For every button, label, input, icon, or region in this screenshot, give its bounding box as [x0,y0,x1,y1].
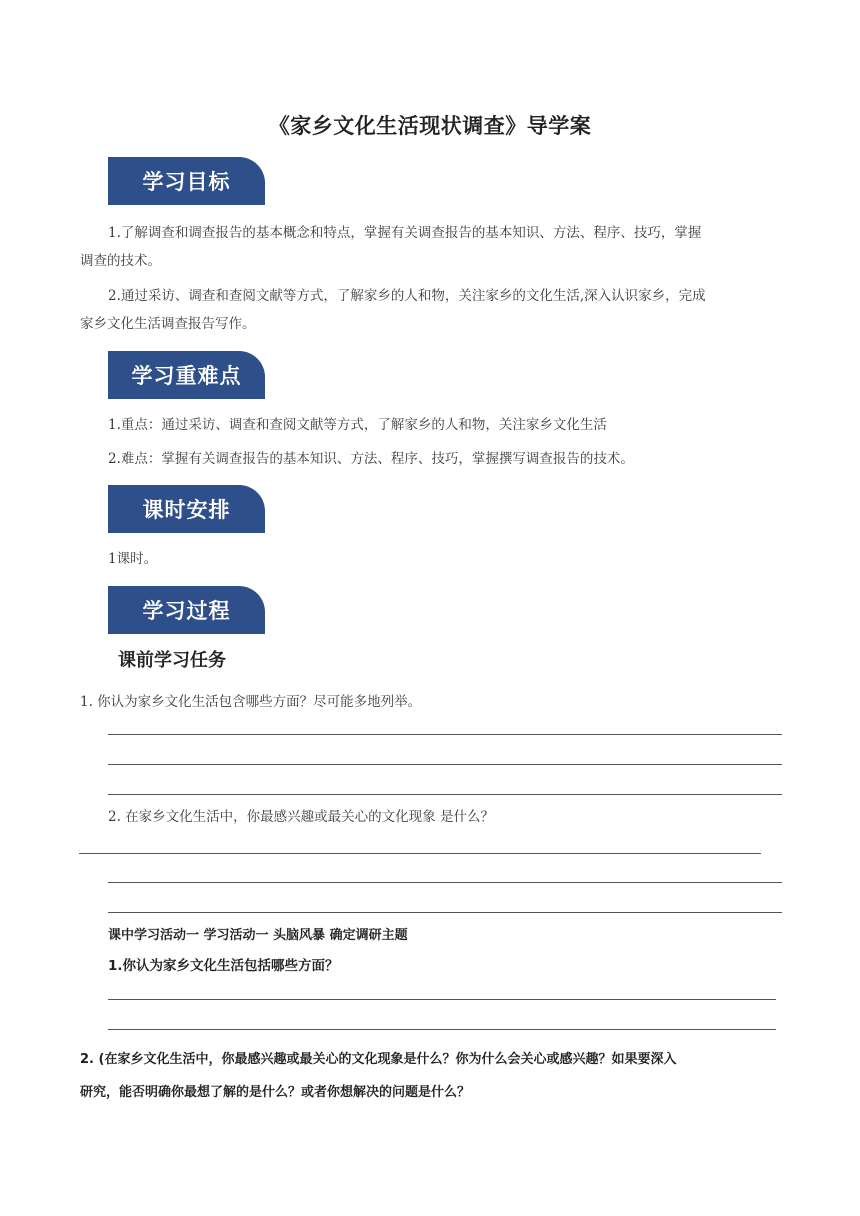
objective-1-line-2: 调查的技术。 [80,253,161,269]
answer-line[interactable] [108,999,776,1000]
pre-class-task-heading: 课前学习任务 [118,650,226,671]
answer-line[interactable] [108,794,782,795]
section-banner-key-points [108,351,265,399]
answer-line[interactable] [108,882,782,883]
answer-line[interactable] [108,912,782,913]
answer-line[interactable] [79,853,761,854]
section-heading-key-points: 学习重难点 [131,364,242,388]
question-2: 2. 在家乡文化生活中，你最感兴趣或最关心的文化现象 是什么？ [108,809,494,825]
section-heading-process: 学习过程 [142,599,231,623]
schedule-text: 1课时。 [108,551,158,567]
activity-question-2-line-1: 2. (在家乡文化生活中，你最感兴趣或最关心的文化现象是什么？你为什么会关心或感兴趣？如果要深入 [80,1052,677,1067]
document-title: 《家乡文化生活现状调查》导学案 [268,114,592,138]
section-banner-process [108,586,265,634]
key-point-1: 1.重点：通过采访、调查和查阅文献等方式，了解家乡的人和物，关注家乡文化生活 [108,417,607,433]
answer-line[interactable] [108,764,782,765]
objective-2-line-2: 家乡文化生活调查报告写作。 [80,316,256,332]
section-heading-schedule: 课时安排 [142,498,231,522]
key-point-2: 2.难点：掌握有关调查报告的基本知识、方法、程序、技巧，掌握撰写调查报告的技术。 [108,451,634,467]
answer-line[interactable] [108,734,782,735]
answer-line[interactable] [108,1029,776,1030]
section-banner-schedule [108,485,265,533]
activity-question-1: 1.你认为家乡文化生活包括哪些方面？ [108,958,339,974]
objective-2-line-1: 2.通过采访、调查和查阅文献等方式，了解家乡的人和物，关注家乡的文化生活,深入认识家乡，完成 [108,288,706,304]
in-class-activity-heading: 课中学习活动一 学习活动一 头脑风暴 确定调研主题 [108,928,408,943]
question-1: 1. 你认为家乡文化生活包含哪些方面？尽可能多地列举。 [80,694,422,710]
objective-1-line-1: 1.了解调查和调查报告的基本概念和特点，掌握有关调查报告的基本知识、方法、程序、技巧，掌握 [108,225,702,241]
section-banner-objectives [108,157,265,205]
section-heading-objectives: 学习目标 [142,170,231,194]
activity-question-2-line-2: 研究，能否明确你最想了解的是什么？或者你想解决的问题是什么？ [80,1085,471,1100]
